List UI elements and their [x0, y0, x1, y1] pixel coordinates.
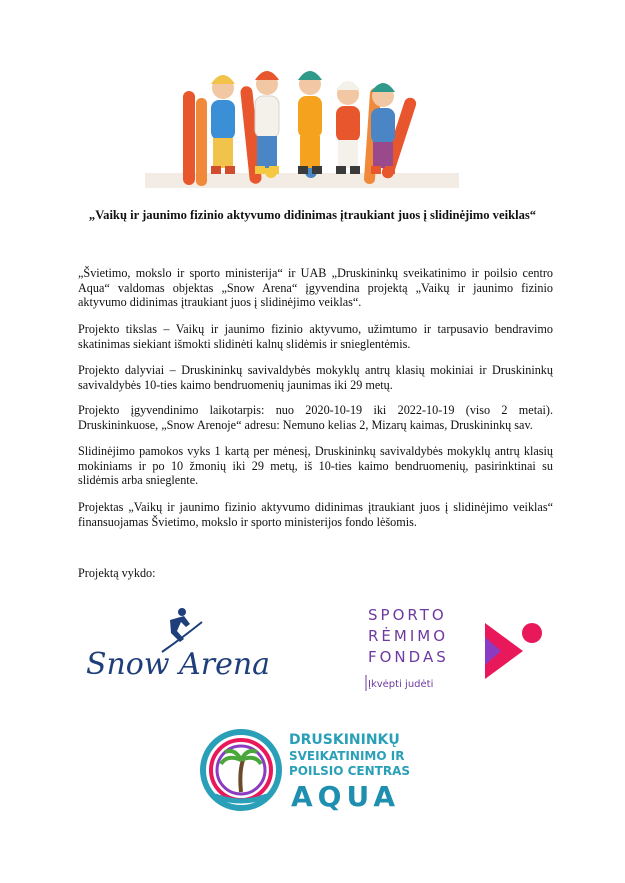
paragraph-period: Projekto įgyvendinimo laikotarpis: nuo 2020-10-19 iki 2022-10-19 (viso 2 metai). Druskininkuose, „Snow Arenoje“ adresu: Nemuno kelias 2, Mizarų kaimas, Druskininkų sav.	[78, 403, 553, 432]
executor-label: Projektą vykdo:	[78, 566, 156, 580]
paragraph-goal: Projekto tikslas – Vaikų ir jaunimo fizinio aktyvumo, užimtumo ir tarpusavio bendravimo skatinimas siekiant išmokti slidinėti kalnų slidėmis ir snieglentėmis.	[78, 322, 553, 351]
sporto-line1: SPORTO	[368, 606, 447, 624]
aqua-line4: AQUA	[291, 780, 401, 813]
snow-arena-wordmark: Snow Arena	[85, 647, 271, 682]
paragraph-participants: Projekto dalyviai – Druskininkų savivaldybės mokyklų antrų klasių mokiniai ir Druskininkų savivaldybės 10-ties kaimo bendruomenių jaunimas iki 29 metų.	[78, 363, 553, 392]
sporto-tagline: Įkvėpti judėti	[368, 679, 434, 690]
paragraph-intro: „Švietimo, mokslo ir sporto ministerija“ ir UAB „Druskininkų sveikatinimo ir poilsio centro Aqua“ valdomas objektas „Snow Arena“ įgyvendina projektą „Vaikų ir jaunimo fizinio aktyvumo didinimas įtraukiant juos į slidinėjimo veiklas“.	[78, 266, 553, 310]
paragraph-lessons: Slidinėjimo pamokos vyks 1 kartą per mėnesį, Druskininkų savivaldybės mokyklų antrų klasių mokiniams ir po 10 žmonių iki 29 metų, iš 10-ties kaimo bendruomenių, pasirinktinai su slidėmis arba snieglente.	[78, 444, 553, 488]
aqua-line2: SVEIKATINIMO IR	[289, 749, 405, 763]
sporto-remimo-fondas-logo	[350, 585, 560, 715]
aqua-logo	[195, 722, 425, 820]
sporto-line2: RĖMIMO	[368, 627, 449, 645]
sporto-line3: FONDAS	[368, 648, 449, 666]
aqua-line1: DRUSKININKŲ	[289, 732, 400, 748]
snow-arena-logo	[78, 600, 278, 690]
paragraph-funding: Projektas „Vaikų ir jaunimo fizinio aktyvumo didinimas įtraukiant juos į slidinėjimo veiklas“ finansuojamas Švietimo, mokslo ir sporto ministerijos fondo lėšomis.	[78, 500, 553, 529]
kids-skiing-illustration	[145, 58, 459, 188]
aqua-line3: POILSIO CENTRAS	[289, 764, 410, 778]
document-title: „Vaikų ir jaunimo fizinio aktyvumo didinimas įtraukiant juos į slidinėjimo veiklas“	[88, 208, 537, 222]
